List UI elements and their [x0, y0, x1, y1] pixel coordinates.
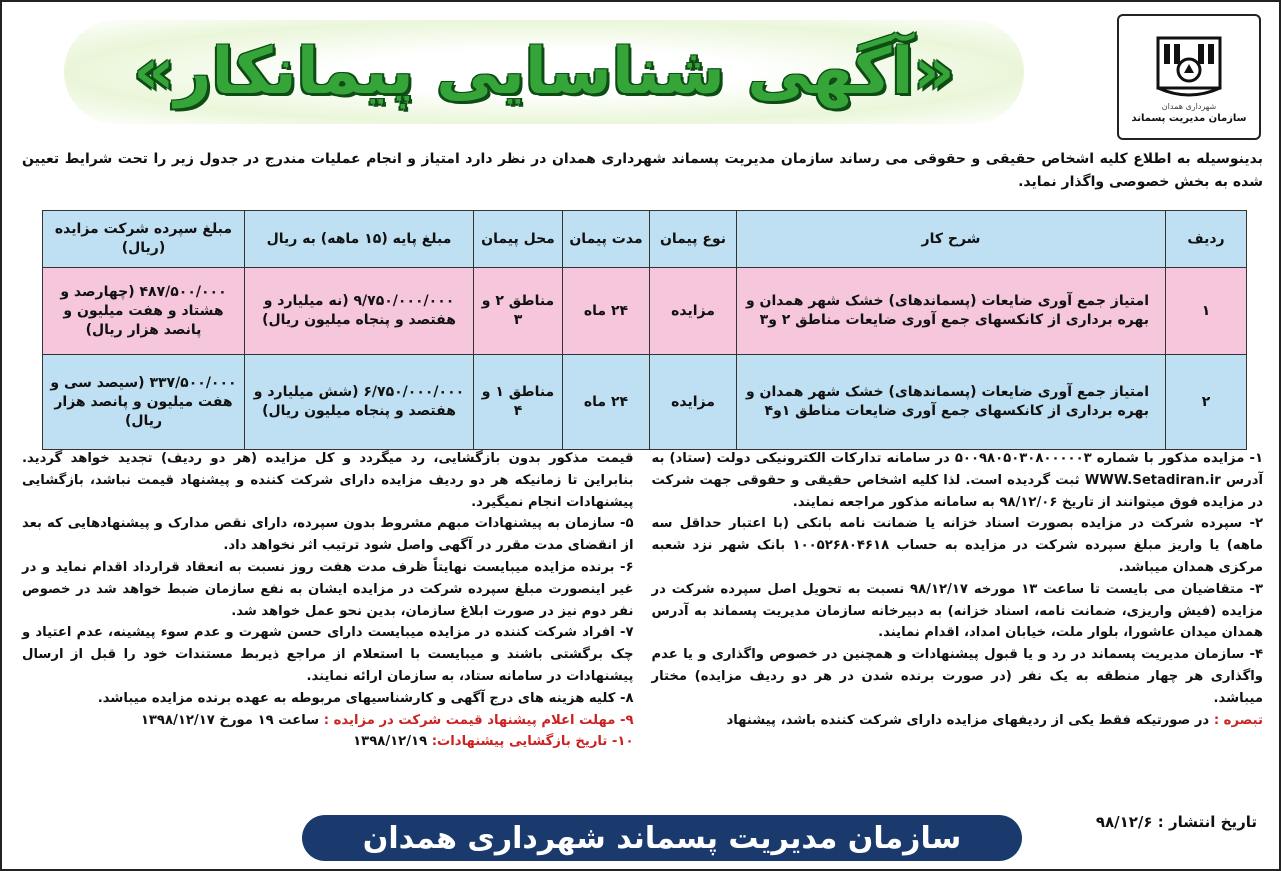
header-location: محل پیمان	[474, 211, 563, 268]
header-duration: مدت پیمان	[563, 211, 650, 268]
cell-work: امتیاز جمع آوری ضایعات (پسماندهای) خشک شهر همدان و بهره برداری از کانکسهای جمع آوری ضایعات مناطق ۲ و۳	[737, 268, 1166, 355]
tender-table	[42, 210, 1247, 450]
logo-caption: سازمان مدیریت پسماند	[1131, 113, 1247, 124]
logo-subtitle: شهرداری همدان	[1161, 102, 1217, 111]
cell-base-price: ۶/۷۵۰/۰۰۰/۰۰۰ (شش میلیارد و هفتصد و پنجاه میلیون ریال)	[245, 355, 474, 450]
condition-5: ۵- سازمان به پیشنهادات مبهم مشروط بدون سپرده، دارای نقص مدارک و پیشنهادهایی که بعد از انقضای مدت مقرر در آگهی واصل شود ترتیب اثر نخواهد داد.	[22, 516, 634, 554]
logo-building-icon	[1144, 30, 1234, 102]
header	[4, 4, 1277, 144]
condition-1: ۱- مزایده مذکور با شماره ۵۰۰۹۸۰۵۰۳۰۸۰۰۰۰۰۳ در سامانه تدارکات الکترونیکی دولت (ستاد) به آدرس WWW.Setadiran.ir ثبت گردیده است. لذا کلیه اشخاص حقیقی و حقوقی جهت شرکت در مزایده فوق میتوانند از تاریخ ۹۸/۱۲/۰۶ به سامانه مذکور مراجعه نمایند.	[651, 451, 1263, 510]
cell-base-price: ۹/۷۵۰/۰۰۰/۰۰۰ (نه میلیارد و هفتصد و پنجاه میلیون ریال)	[245, 268, 474, 355]
conditions-left-column	[22, 448, 634, 796]
condition-3: ۳- متقاضیان می بایست تا ساعت ۱۳ مورخه ۹۸/۱۲/۱۷ نسبت به تحویل اصل سپرده شرکت در مزایده (فیش واریزی، ضمانت نامه، اسناد خزانه) به دبیرخانه سازمان مدیریت پسماند به آدرس همدان میدان عاشورا، بلوار ملت، خیابان امداد، اقدام نمایند.	[651, 581, 1263, 641]
opening-date-label: ۱۰- تاریخ بازگشایی پیشنهادات:	[431, 734, 634, 750]
table-row	[43, 355, 1247, 450]
condition-7: ۷- افراد شرکت کننده در مزایده میبایست دارای حسن شهرت و عدم سوء پیشینه، عدم اعتیاد و چک برگشتی باشند و میبایست با استعلام از مراجع ذیربط مستندات خود را قبل از ارسال پیشنهادات در سامانه ستاد، به سازمان ارائه نمایند.	[22, 625, 634, 684]
header-deposit: مبلغ سپرده شرکت مزایده (ریال)	[43, 211, 245, 268]
footer-banner	[302, 815, 1022, 861]
cell-duration: ۲۴ ماه	[563, 355, 650, 450]
footer-organization-name: سازمان مدیریت پسماند شهرداری همدان	[362, 820, 962, 856]
header-row-number: ردیف	[1166, 211, 1247, 268]
condition-6: ۶- برنده مزایده میبایست نهایتاً ظرف مدت هفت روز نسبت به انعقاد قرارداد اقدام نماید و در غیر اینصورت مبلغ سپرده شرکت در مزایده ایشان به نفع سازمان ضبط خواهد شد در خصوص نفر دوم نیز در صورت ابلاغ سازمان، بدین نحو عمل خواهد شد.	[22, 559, 634, 619]
table-header-row	[43, 211, 1247, 268]
cell-location: مناطق ۱ و ۴	[474, 355, 563, 450]
cell-type: مزایده	[650, 355, 737, 450]
condition-9	[22, 710, 634, 732]
condition-8: ۸- کلیه هزینه های درج آگهی و کارشناسیهای مربوطه به عهده برنده مزایده میباشد.	[97, 690, 634, 706]
table-row	[43, 268, 1247, 355]
organization-logo	[1117, 14, 1261, 140]
cell-type: مزایده	[650, 268, 737, 355]
cell-row-number: ۲	[1166, 355, 1247, 450]
opening-date-value: ۱۳۹۸/۱۲/۱۹	[353, 734, 428, 750]
page-title: «آگهی شناسایی پیمانکار»	[133, 35, 955, 109]
cell-deposit: ۴۸۷/۵۰۰/۰۰۰ (چهارصد و هشتاد و هفت میلیون و پانصد هزار ریال)	[43, 268, 245, 355]
cell-work: امتیاز جمع آوری ضایعات (پسماندهای) خشک شهر همدان و بهره برداری از کانکسهای جمع آوری ضایعات مناطق ۱و۴	[737, 355, 1166, 450]
condition-continued: قیمت مذکور بدون بازگشایی، رد میگردد و کل مزایده (هر دو ردیف) تجدید خواهد گردید. بنابراین تا زمانیکه هر دو ردیف مزایده دارای شرکت کننده و پیشنهاد قیمت نباشد، بازگشایی پیشنهادات انجام نمیگیرد.	[22, 451, 634, 510]
cell-deposit: ۳۳۷/۵۰۰/۰۰۰ (سیصد سی و هفت میلیون و پانصد هزار ریال)	[43, 355, 245, 450]
condition-2: ۲- سپرده شرکت در مزایده بصورت اسناد خزانه یا ضمانت نامه بانکی (با اعتبار حداقل سه ماهه) یا واریز مبلغ سپرده شرکت در مزایده به حساب ۱۰۰۵۲۶۸۰۴۶۱۸ بانک شهر نزد شعبه مرکزی همدان میباشد.	[651, 516, 1263, 575]
cell-duration: ۲۴ ماه	[563, 268, 650, 355]
note-label: تبصره :	[1213, 712, 1263, 728]
header-type: نوع پیمان	[650, 211, 737, 268]
header-base-price: مبلغ پایه (۱۵ ماهه) به ریال	[245, 211, 474, 268]
conditions-right-column	[652, 448, 1264, 796]
condition-10	[22, 731, 634, 753]
title-banner	[44, 12, 1044, 132]
condition-4: ۴- سازمان مدیریت پسماند در رد و یا قبول پیشنهادات و همچنین در خصوص واگذاری و یا عدم واگذاری هر چهار منطقه به یک نفر (در صورت برنده شدن در هر دو ردیف مزایده) مختار میباشد.	[651, 647, 1263, 706]
note-text: در صورتیکه فقط یکی از ردیفهای مزایده دارای شرکت کننده باشد، پیشنهاد	[726, 712, 1210, 728]
publish-date: تاریخ انتشار : ۹۸/۱۲/۶	[1095, 813, 1257, 831]
intro-text: بدینوسیله به اطلاع کلیه اشخاص حقیقی و حقوقی می رساند سازمان مدیریت پسماند شهرداری همدان در نظر دارد امتیاز و انجام عملیات مندرج در جدول زیر را تحت شرایط تعیین شده به بخش خصوصی واگذار نماید.	[22, 151, 1263, 190]
conditions-section	[22, 448, 1263, 796]
cell-location: مناطق ۲ و ۳	[474, 268, 563, 355]
cell-row-number: ۱	[1166, 268, 1247, 355]
deadline-value: ساعت ۱۹ مورخ ۱۳۹۸/۱۲/۱۷	[140, 712, 320, 728]
note	[652, 710, 1264, 732]
deadline-label: ۹- مهلت اعلام پیشنهاد قیمت شرکت در مزایده :	[323, 712, 634, 728]
header-work: شرح کار	[737, 211, 1166, 268]
